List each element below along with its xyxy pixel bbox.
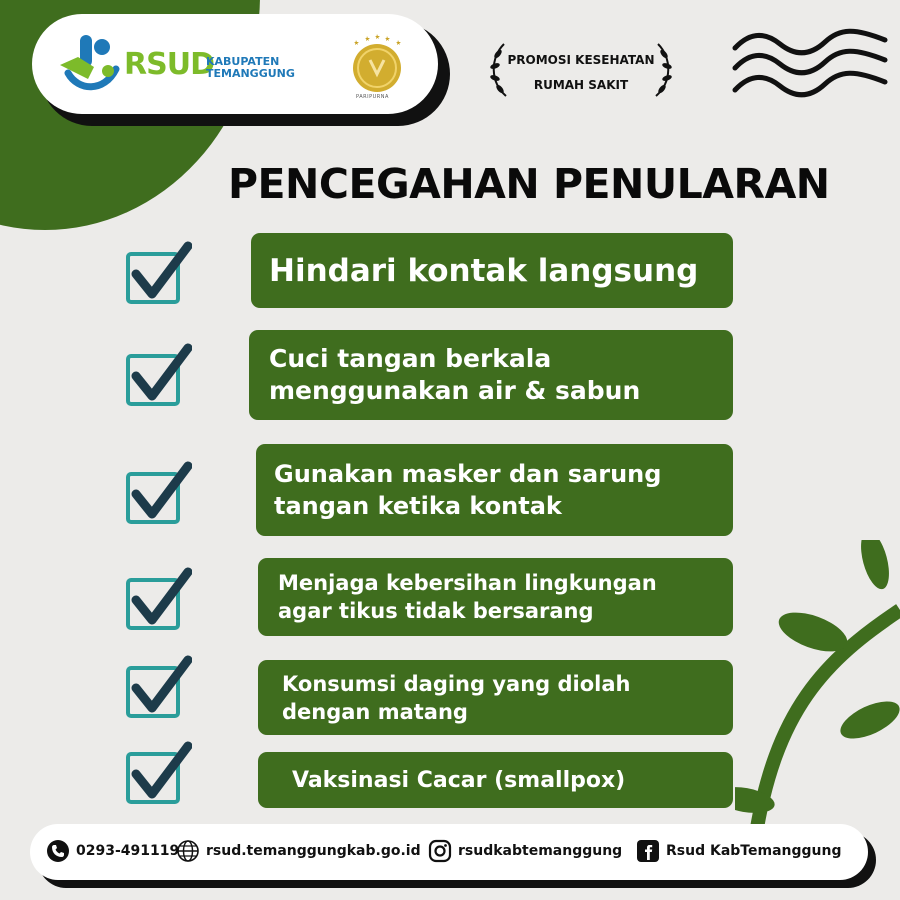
checkmark-icon	[122, 740, 192, 810]
phone-icon	[46, 839, 70, 863]
checkmark-icon	[122, 240, 192, 310]
checklist-item-3-line-1: Gunakan masker dan sarung	[274, 460, 662, 488]
checklist-item-1-line-1: Hindari kontak langsung	[269, 252, 699, 289]
brand-name: RSUD	[124, 47, 214, 82]
website-link[interactable]: rsud.temanggungkab.go.id	[206, 843, 421, 859]
vine-decoration	[735, 540, 900, 840]
footer-website[interactable]	[176, 838, 421, 864]
page-title: PENCEGAHAN PENULARAN	[228, 160, 830, 208]
checklist-item-5-line-2: dengan matang	[282, 699, 468, 724]
checklist-item-2-line-2: menggunakan air & sabun	[269, 376, 641, 405]
promo-line-1: PROMOSI KESEHATAN	[507, 53, 655, 67]
brand-line-2: TEMANGGUNG	[206, 67, 295, 80]
award-medal-icon	[346, 34, 408, 94]
checklist-item-1	[251, 233, 733, 308]
checklist-item-4	[258, 558, 733, 636]
footer-phone	[46, 838, 179, 864]
promo-badge	[486, 40, 676, 100]
brand-line-1: KABUPATEN	[206, 55, 280, 68]
checkmark-icon	[122, 342, 192, 412]
checklist-item-6-line-1: Vaksinasi Cacar (smallpox)	[292, 767, 626, 793]
wave-icon	[730, 20, 890, 100]
checklist-item-4-line-2: agar tikus tidak bersarang	[278, 599, 594, 623]
facebook-icon	[636, 839, 660, 863]
checklist-item-5	[258, 660, 733, 735]
globe-icon	[176, 839, 200, 863]
instagram-icon	[428, 839, 452, 863]
hospital-logo-icon	[58, 35, 120, 93]
checklist-item-6	[258, 752, 733, 808]
promo-line-2: RUMAH SAKIT	[533, 78, 629, 92]
checkmark-icon	[122, 654, 192, 724]
facebook-page[interactable]: Rsud KabTemanggung	[666, 843, 842, 859]
award-caption: PARIPURNA	[356, 94, 389, 100]
checklist-item-2-line-1: Cuci tangan berkala	[269, 344, 552, 373]
checkmark-icon	[122, 566, 192, 636]
footer-instagram[interactable]	[428, 838, 622, 864]
checklist-item-5-line-1: Konsumsi daging yang diolah	[282, 671, 631, 696]
checklist-item-4-line-1: Menjaga kebersihan lingkungan	[278, 571, 657, 595]
phone-number: 0293-491119	[76, 843, 180, 859]
checklist-item-2	[249, 330, 733, 420]
brand-subtitle	[206, 56, 295, 80]
footer-facebook[interactable]	[636, 838, 841, 864]
checklist-item-3	[256, 444, 733, 536]
checklist-item-3-line-2: tangan ketika kontak	[274, 492, 562, 520]
checkmark-icon	[122, 460, 192, 530]
instagram-handle[interactable]: rsudkabtemanggung	[458, 843, 623, 859]
